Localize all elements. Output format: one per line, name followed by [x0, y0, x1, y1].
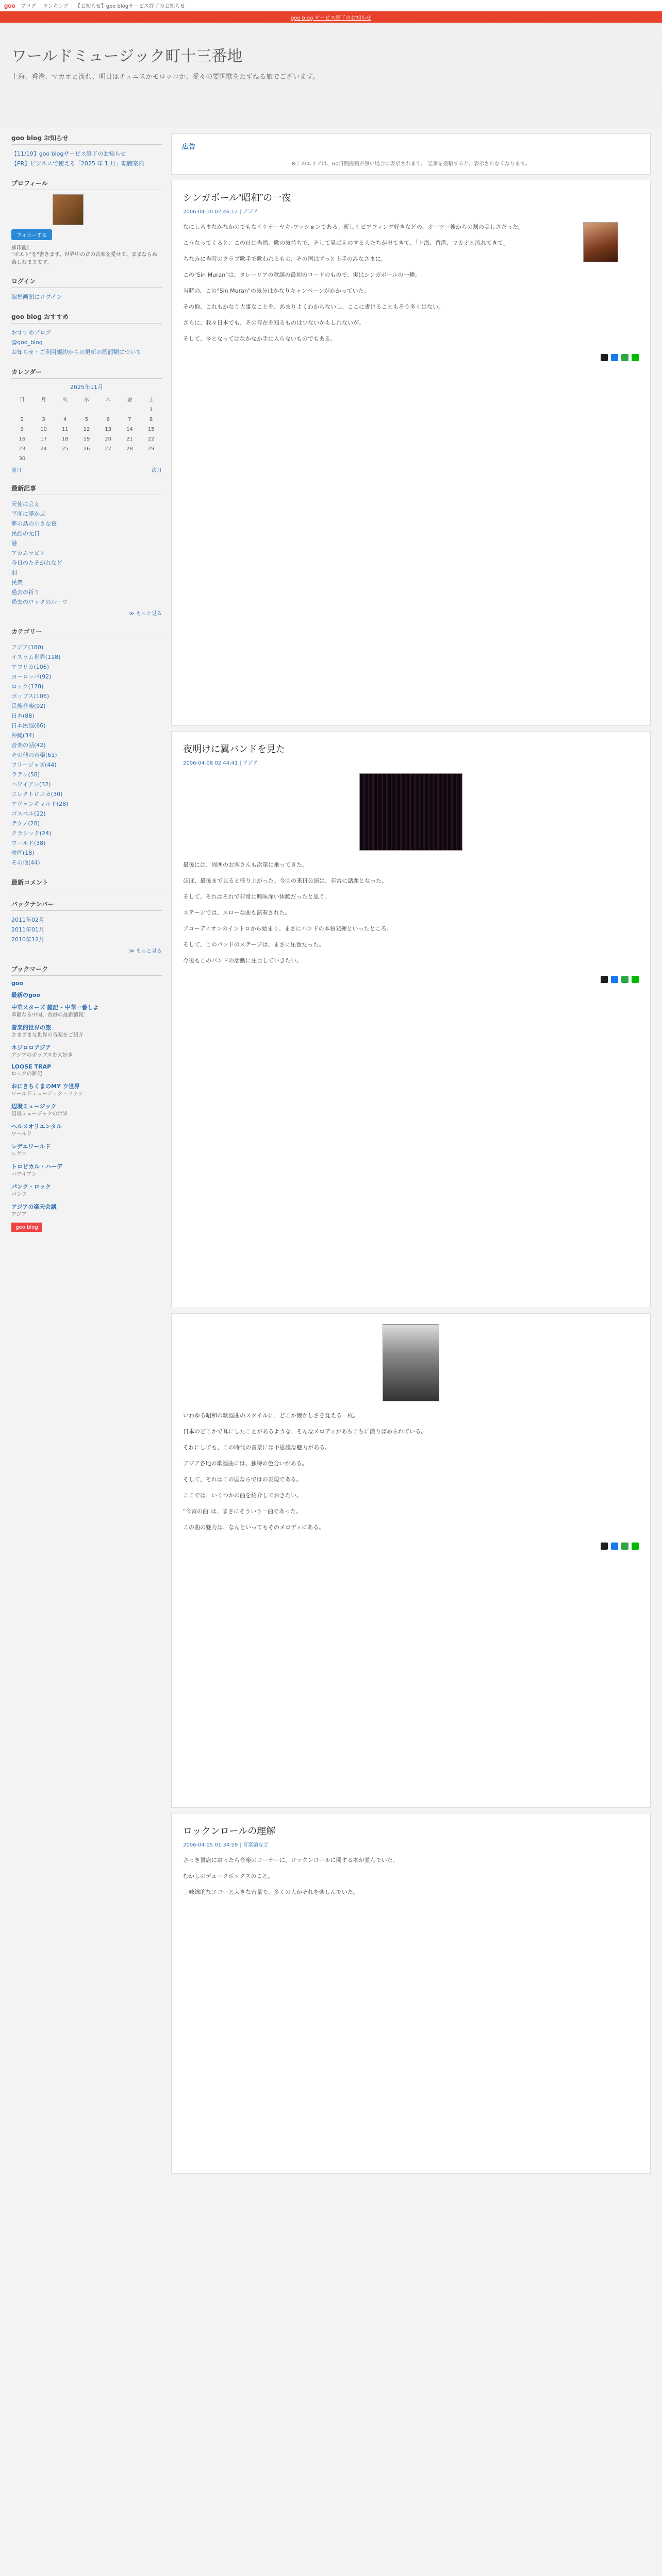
- bookmark-item: [11, 1102, 162, 1118]
- calendar-day[interactable]: 5: [85, 417, 89, 422]
- facebook-share-icon[interactable]: [611, 976, 618, 983]
- backnumber-block: [11, 900, 162, 954]
- recent-more[interactable]: ≫ もっと見る: [129, 611, 162, 617]
- article-paragraph: そして、今となってはなかなか手に入らないものでもある。: [183, 335, 336, 342]
- calendar-day[interactable]: 20: [105, 436, 112, 442]
- recent-article-link[interactable]: 港: [11, 540, 17, 547]
- blog-article: [171, 1813, 651, 2174]
- article-paragraph: この"Sin Muran"は、タレーリアの歌謡の最初のコードのもので、実はシンガポールの一種。: [183, 272, 421, 278]
- recommend-item[interactable]: おすすめブログ: [11, 329, 52, 336]
- calendar-day[interactable]: 2: [20, 417, 24, 422]
- article-title[interactable]: ロックンロールの理解: [183, 1826, 276, 1836]
- recent-article-link[interactable]: アカムラビケ: [11, 550, 45, 556]
- calendar-day[interactable]: 1: [149, 407, 153, 413]
- calendar-day[interactable]: 12: [83, 427, 90, 432]
- bookmark-desc: アジア: [11, 1212, 27, 1217]
- calendar-day[interactable]: 27: [105, 446, 112, 452]
- category-link[interactable]: 日本民謡(66): [11, 722, 46, 729]
- recent-article-link[interactable]: 平面に浮かぶ: [11, 511, 45, 517]
- calendar-day[interactable]: 18: [61, 436, 69, 442]
- notice-block: [11, 133, 162, 168]
- calendar-day[interactable]: 4: [63, 417, 67, 422]
- bookmark-item: [11, 1063, 162, 1078]
- article-paragraph: 日本のどこかで耳にしたことがあるような、そんなメロディがあちこちに散りばめられている。: [183, 1428, 427, 1435]
- profile-desc: "ポエト"を"書きます。世界中の音の音楽を愛せて、ままならぬ楽しむままです。: [11, 252, 157, 265]
- bookmark-item: [11, 991, 162, 999]
- facebook-share-icon[interactable]: [611, 1543, 618, 1550]
- share-buttons: [183, 976, 639, 983]
- category-link[interactable]: ハワイアン(32): [11, 781, 51, 788]
- recent-article-link[interactable]: 天使に会え: [11, 501, 40, 507]
- topbar-link-notice[interactable]: 【お知らせ】goo blogサービス終了のお知らせ: [75, 4, 185, 9]
- article-paragraph: さらに、我々日本でも、その存在を知るものは少ないかもしれないが。: [183, 319, 365, 326]
- topbar-link-ranking[interactable]: ランキング: [43, 4, 69, 9]
- category-title: カテゴリー: [11, 627, 162, 638]
- calendar-day[interactable]: 28: [126, 446, 133, 452]
- x-share-icon[interactable]: [601, 354, 608, 361]
- calendar-day[interactable]: 11: [61, 427, 69, 432]
- ad-box: [171, 133, 651, 175]
- blog-article: [171, 731, 651, 1308]
- bookmark-desc: レゲエ: [11, 1151, 27, 1157]
- calendar-day: [76, 454, 97, 464]
- blog-article: [171, 180, 651, 726]
- article-paragraph: こうなってくると、この日は当然、歌の気持ちで、そして見ばえのする人たちが出てきて、「上海、香港、マカオと流れてきて」: [183, 240, 509, 246]
- bookmark-item: [11, 1082, 162, 1098]
- bookmark-desc: 華麗なる中国、香港の最新情報！: [11, 1012, 89, 1018]
- calendar-day: [33, 405, 55, 415]
- article-paragraph: アジア各地の歌謡曲には、独特の色合いがある。: [183, 1460, 308, 1467]
- bookmark-item: [11, 1122, 162, 1138]
- calendar-day: [33, 454, 55, 464]
- calendar-weekday: 金: [127, 397, 133, 403]
- bookmark-link[interactable]: ネジロロアジア: [11, 1044, 51, 1051]
- article-paragraph: そして、それはこの国ならではの表現である。: [183, 1476, 302, 1483]
- bookmark-item: [11, 1162, 162, 1178]
- login-title: ログイン: [11, 277, 162, 288]
- bookmark-title: ブックマーク: [11, 964, 162, 976]
- bookmark-link[interactable]: goo: [11, 980, 23, 987]
- recent-article-link[interactable]: 民衆: [11, 579, 23, 586]
- calendar-weekday: 木: [105, 397, 111, 403]
- bookmark-link[interactable]: アジアの楽天会議: [11, 1204, 57, 1210]
- category-link[interactable]: 民族音楽(92): [11, 703, 46, 709]
- line-share-icon[interactable]: [632, 354, 639, 361]
- article-paragraph: そして、それはそれで非常に興味深い体験だったと思う。: [183, 893, 330, 900]
- topbar-link-blog[interactable]: ブログ: [21, 4, 36, 9]
- category-link[interactable]: エレクトロニカ(30): [11, 791, 63, 798]
- article-paragraph: さっき書店に寄ったら音楽のコーナーに、ロックンロールに関する本が並んでいた。: [183, 1857, 399, 1863]
- article-paragraph: ここでは、いくつかの曲を紹介しておきたい。: [183, 1492, 302, 1499]
- bookmark-item: [11, 1003, 162, 1019]
- category-link[interactable]: ポップス(106): [11, 693, 49, 700]
- bookmark-desc: ロックの雑記: [11, 1071, 42, 1077]
- category-link[interactable]: ヨーロッパ(92): [11, 673, 52, 680]
- bookmark-desc: さまざまな世界の音楽をご紹介: [11, 1032, 84, 1038]
- category-block: [11, 627, 162, 868]
- blog-article: [171, 1313, 651, 1808]
- notice-item[interactable]: 【PR】ビジネスで使える「2025 年 1 月」転職案内: [11, 160, 144, 167]
- backnumber-link[interactable]: 2010年12月: [11, 936, 44, 943]
- calendar-day[interactable]: 3: [42, 417, 45, 422]
- x-share-icon[interactable]: [601, 976, 608, 983]
- ad-note: ※このエリアは、60日間投稿が無い場合に表示されます。 記事を投稿すると、表示されなくなります。: [291, 161, 531, 167]
- category-link[interactable]: ワールド(38): [11, 840, 46, 846]
- article-meta[interactable]: 2006-04-05 01:34:59 | 音楽論など: [183, 1842, 269, 1848]
- calendar-weekday: 日: [19, 397, 25, 403]
- category-link[interactable]: 沖縄(34): [11, 732, 35, 739]
- calendar-day[interactable]: 14: [126, 427, 133, 432]
- bookmark-link[interactable]: 最新のgoo: [11, 992, 40, 998]
- sidebar: [11, 128, 162, 2174]
- login-block: [11, 277, 162, 302]
- calendar-month: 2025年11月: [70, 384, 103, 391]
- calendar-day: [76, 405, 97, 415]
- article-paragraph: むかしのデュークボックスのこと。: [183, 1873, 274, 1879]
- calendar-day[interactable]: 10: [40, 427, 47, 432]
- bookmark-desc: アジアのポップスを大好き: [11, 1053, 73, 1058]
- category-link[interactable]: ロック(178): [11, 683, 44, 690]
- recent-article-link[interactable]: 羽: [11, 569, 17, 576]
- calendar-day[interactable]: 30: [19, 456, 26, 462]
- bookmark-block: [11, 964, 162, 1232]
- bookmark-item: [11, 980, 162, 987]
- calendar-day[interactable]: 15: [147, 427, 155, 432]
- backnumber-more[interactable]: ≫ もっと見る: [129, 948, 162, 954]
- bookmark-link[interactable]: おにきちくまのMY ウ世界: [11, 1083, 80, 1090]
- calendar-day[interactable]: 21: [126, 436, 133, 442]
- recent-article-link[interactable]: 今日のたそがれなど: [11, 560, 62, 566]
- article-paragraph: ステージでは、スローな曲も演奏された。: [183, 909, 291, 916]
- topbar-links: [21, 2, 190, 9]
- recent-article-link[interactable]: 民謡の元日: [11, 530, 40, 537]
- category-link[interactable]: アジア(180): [11, 644, 44, 651]
- bookmark-desc: 辺境ミュージックの世界: [11, 1111, 68, 1117]
- bookmark-link[interactable]: トロピカル・ハーデ: [11, 1163, 62, 1170]
- recommend-item[interactable]: お知らせ・ご利用規約からの更新の画面類について: [11, 349, 142, 355]
- article-paragraph: 当時の、この"Sin Muran"の気分はかなりキャンペーンがかかっていた。: [183, 287, 370, 294]
- hatena-share-icon[interactable]: [621, 976, 628, 983]
- backnumber-title: バックナンバー: [11, 900, 162, 911]
- bookmark-desc: ワールドミュージック・ファン: [11, 1091, 84, 1097]
- blog-title[interactable]: ワールドミュージック町十三番地: [11, 47, 243, 65]
- bookmark-link[interactable]: LOOSE TRAP: [11, 1063, 52, 1070]
- category-link[interactable]: その他(44): [11, 859, 40, 866]
- avatar[interactable]: [53, 194, 84, 225]
- calendar-weekday: 月: [41, 397, 46, 403]
- calendar-day[interactable]: 7: [128, 417, 131, 422]
- bookmark-item: [11, 1023, 162, 1039]
- calendar-day[interactable]: 24: [40, 446, 47, 452]
- recent-article-link[interactable]: 過去のロックのルーツ: [11, 599, 68, 605]
- calendar-weekday: 水: [84, 397, 89, 403]
- article-paragraph: それにしても、この時代の音楽には不思議な魅力がある。: [183, 1444, 330, 1451]
- calendar-day[interactable]: 6: [106, 417, 110, 422]
- bookmark-link[interactable]: 音楽的世界の旅: [11, 1024, 51, 1031]
- bookmark-item: [11, 1043, 162, 1059]
- calendar-day[interactable]: 25: [61, 446, 69, 452]
- bookmark-desc: パンク: [11, 1192, 27, 1197]
- article-paragraph: 今後もこのバンドの活動に注目していきたい。: [183, 957, 302, 964]
- blog-header: [0, 23, 662, 128]
- category-link[interactable]: 映画(18): [11, 850, 35, 856]
- calendar-day[interactable]: 19: [83, 436, 90, 442]
- calendar-day[interactable]: 29: [147, 446, 155, 452]
- hatena-share-icon[interactable]: [621, 354, 628, 361]
- content-wrap: [0, 128, 662, 2174]
- x-share-icon[interactable]: [601, 1543, 608, 1550]
- calendar-prev[interactable]: 前月: [11, 468, 22, 473]
- calendar-day[interactable]: 9: [20, 427, 24, 432]
- facebook-share-icon[interactable]: [611, 354, 618, 361]
- announcement-link[interactable]: goo blog サービス終了のお知らせ: [290, 15, 372, 21]
- category-link[interactable]: テクノ(28): [11, 820, 40, 827]
- article-paragraph: 三味線的なエコーと大きな音量で、多くの人がそれを楽しんでいた。: [183, 1889, 359, 1895]
- calendar-day: [11, 405, 33, 415]
- calendar-day: [119, 454, 141, 464]
- calendar-day: [119, 405, 141, 415]
- category-link[interactable]: 日本(88): [11, 713, 35, 719]
- article-title[interactable]: 夜明けに翼バンドを見た: [183, 744, 285, 754]
- recent-article-link[interactable]: 夢の島の小さな夜: [11, 520, 57, 527]
- follow-button[interactable]: フォローする: [11, 229, 52, 240]
- article-paragraph: その他、これもかなり大事なことを、あまりよくわからないし、ここに書けることもそう多くはない。: [183, 303, 444, 310]
- recommend-block: [11, 312, 162, 357]
- profile-title: プロフィール: [11, 179, 162, 190]
- recent-title: 最新記事: [11, 484, 162, 495]
- category-link[interactable]: フリージャズ(44): [11, 761, 57, 768]
- backnumber-link[interactable]: 2011年02月: [11, 917, 44, 923]
- comments-block: [11, 878, 162, 889]
- category-link[interactable]: ラテン(58): [11, 771, 40, 778]
- calendar-day[interactable]: 16: [19, 436, 26, 442]
- category-link[interactable]: クラシック(24): [11, 830, 52, 837]
- announcement-bar: [0, 11, 662, 23]
- article-paragraph: この曲の魅力は、なんといってもそのメロディにある。: [183, 1524, 325, 1531]
- article-paragraph: アコーディオンのイントロから始まり、まさにバンドの本領発揮といったところ。: [183, 925, 392, 932]
- article-paragraph: なにしろまなかなかのでもなくケナーヤキ-ワッションである。新しくピアフィング好きなどの、オーツー後からの割の美しさだった。: [183, 224, 524, 230]
- category-link[interactable]: イスラム世界(118): [11, 654, 61, 660]
- bookmark-item: [11, 1182, 162, 1198]
- calendar-day[interactable]: 22: [147, 436, 155, 442]
- recommend-item[interactable]: @goo_blog: [11, 339, 43, 346]
- article-paragraph: 最後には、周囲のお客さんも次第に乗ってきた。: [183, 861, 308, 868]
- calendar-day[interactable]: 13: [105, 427, 112, 432]
- hatena-share-icon[interactable]: [621, 1543, 628, 1550]
- calendar-day: [97, 454, 119, 464]
- calendar-day[interactable]: 26: [83, 446, 90, 452]
- line-share-icon[interactable]: [632, 1543, 639, 1550]
- article-paragraph: ほぼ、最後まで見ると盛り上がった。今回の来日公演は、非常に話題となった。: [183, 877, 387, 884]
- article-paragraph: そして、このバンドのステージは、まさに圧巻だった。: [183, 941, 325, 948]
- comments-title: 最新コメント: [11, 878, 162, 889]
- bookmark-desc: ハワイアン: [11, 1172, 37, 1177]
- bookmark-item: [11, 1202, 162, 1218]
- ad-label: 広告: [182, 143, 196, 151]
- calendar-day: [54, 454, 76, 464]
- article-title[interactable]: シンガポール“昭和”の一夜: [183, 193, 291, 203]
- calendar-title: カレンダー: [11, 367, 162, 379]
- profile-block: [11, 179, 162, 266]
- calendar-day[interactable]: 8: [149, 417, 153, 422]
- calendar-day: [97, 405, 119, 415]
- notice-item[interactable]: 【11/19】goo blogサービス終了のお知らせ: [11, 150, 126, 157]
- goo-blog-badge[interactable]: goo blog: [11, 1223, 42, 1232]
- recent-block: [11, 484, 162, 617]
- bookmark-link[interactable]: 中華スターズ 雑記 - 中華一番しよ: [11, 1004, 99, 1011]
- profile-name: 羅印龍仁: [11, 245, 32, 251]
- article-paragraph: "今宵の曲"は、まさにそういう一曲であった。: [183, 1508, 302, 1515]
- bookmark-link[interactable]: パンク・ロック: [11, 1183, 51, 1190]
- article-meta[interactable]: 2006-04-08 02:44:41 | アジア: [183, 760, 258, 766]
- article-paragraph: いわゆる昭和の歌謡曲のスタイルに、どこか懐かしさを覚える一枚。: [183, 1412, 359, 1419]
- calendar-weekday: 火: [62, 397, 68, 403]
- calendar-day: [54, 405, 76, 415]
- main-column: [171, 128, 651, 2174]
- calendar-day[interactable]: 23: [19, 446, 26, 452]
- article-paragraph: ちなみに当時のクラブ歌手で歌われるもの、その国はずっと上手のみなさまに。: [183, 256, 387, 262]
- article-photo[interactable]: [583, 222, 618, 262]
- article-photo[interactable]: [359, 773, 462, 851]
- backnumber-link[interactable]: 2011年01月: [11, 926, 44, 933]
- calendar-block: [11, 367, 162, 473]
- recent-article-link[interactable]: 過去の祈り: [11, 589, 40, 596]
- bookmark-link[interactable]: レゲエワールド: [11, 1143, 51, 1150]
- calendar-day: [140, 454, 162, 464]
- top-system-bar: [0, 0, 662, 11]
- bookmark-link[interactable]: 辺境ミュージック: [11, 1103, 57, 1110]
- calendar-day[interactable]: 17: [40, 436, 47, 442]
- bookmark-link[interactable]: ヘルスオリエンタル: [11, 1123, 62, 1130]
- login-link[interactable]: 編集画面にログイン: [11, 294, 62, 300]
- category-link[interactable]: その他の音楽(61): [11, 752, 57, 758]
- category-link[interactable]: 音楽の話(42): [11, 742, 46, 749]
- line-share-icon[interactable]: [632, 976, 639, 983]
- calendar-weekday: 土: [148, 397, 154, 403]
- recommend-title: goo blog おすすめ: [11, 312, 162, 324]
- bookmark-item: [11, 1142, 162, 1158]
- share-buttons: [183, 354, 639, 361]
- share-buttons: [183, 1543, 639, 1550]
- bookmark-desc: ワールド: [11, 1131, 32, 1137]
- calendar-next[interactable]: 次月: [152, 468, 162, 473]
- blog-subtitle: 上海、香港、マカオと流れ、明日はチュニスかモロッコか、愛々の要国歌をたずねる旅でございます。: [11, 73, 320, 81]
- category-link[interactable]: アヴァンギャルド(28): [11, 801, 69, 807]
- goo-logo[interactable]: goo: [4, 2, 15, 9]
- article-meta[interactable]: 2006-04-10 02:46:12 | アジア: [183, 209, 258, 215]
- category-link[interactable]: ゴスペル(22): [11, 810, 46, 817]
- notice-title: goo blog お知らせ: [11, 133, 162, 145]
- article-photo[interactable]: [383, 1324, 439, 1401]
- calendar-table: [11, 393, 162, 464]
- category-link[interactable]: アフリカ(106): [11, 664, 49, 670]
